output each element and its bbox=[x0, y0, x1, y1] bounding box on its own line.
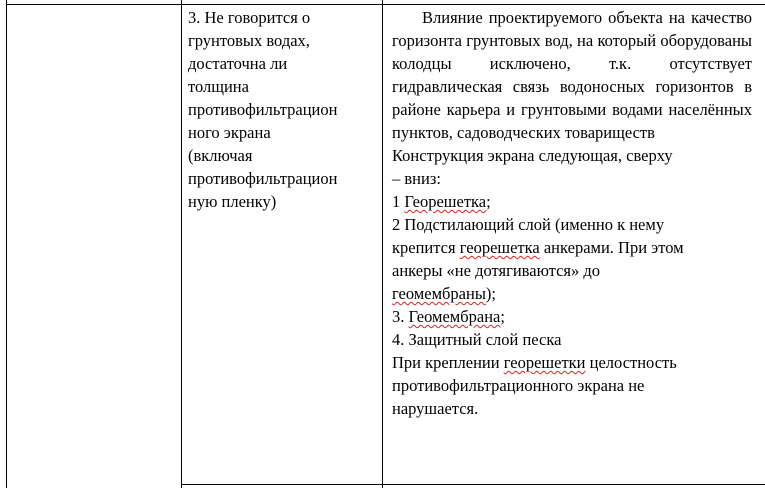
layer-item-3-punct: ; bbox=[500, 307, 505, 326]
layer-item-2-text: крепится bbox=[392, 238, 460, 257]
layer-item-1-name: Георешетка bbox=[404, 192, 487, 211]
question-line: противофильтрацион bbox=[188, 169, 338, 188]
closing-text-post: целостность bbox=[585, 353, 677, 372]
layer-item-3 bbox=[392, 305, 752, 328]
question-line: ную пленку) bbox=[188, 192, 277, 211]
question-line: толщина bbox=[188, 77, 249, 96]
question-line: ного экрана bbox=[188, 123, 271, 142]
layer-item-2-cont bbox=[392, 236, 752, 259]
closing-statement bbox=[392, 351, 752, 374]
table-cell-question bbox=[188, 6, 378, 213]
layer-item-2-word: георешетка bbox=[459, 238, 540, 257]
table-row-top-border bbox=[6, 4, 765, 5]
spellcheck-underline-fragment bbox=[497, 0, 617, 2]
layer-item-2-cont bbox=[392, 282, 752, 305]
question-line: противофильтрацион bbox=[188, 100, 338, 119]
layer-item-1 bbox=[392, 190, 752, 213]
closing-statement-cont: нарушается. bbox=[392, 399, 479, 418]
layer-item-3-number: 3. bbox=[392, 307, 409, 326]
layer-item-1-punct: ; bbox=[486, 192, 491, 211]
question-line: грунтовых водах, bbox=[188, 31, 310, 50]
table-col-divider-2 bbox=[382, 0, 383, 488]
layer-item-2-word: геомембраны bbox=[392, 284, 486, 303]
closing-statement-cont: противофильтрационного экрана не bbox=[392, 376, 645, 395]
closing-text: При креплении bbox=[392, 353, 504, 372]
layer-item-3-name: Геомембрана bbox=[408, 307, 501, 326]
layer-item-2-text-post: анкерами. При этом bbox=[539, 238, 684, 257]
table-cell-answer bbox=[392, 6, 752, 420]
construction-intro-cont: – вниз: bbox=[392, 169, 441, 188]
closing-word: георешетки bbox=[503, 353, 586, 372]
question-line: достаточна ли bbox=[188, 54, 288, 73]
question-line: (включая bbox=[188, 146, 253, 165]
construction-intro: Конструкция экрана следующая, сверху bbox=[392, 146, 673, 165]
layer-item-2-punct: ); bbox=[485, 284, 496, 303]
question-line: 3. Не говорится о bbox=[188, 8, 311, 27]
table-left-border bbox=[6, 0, 7, 488]
table-row-bottom-border bbox=[181, 484, 765, 485]
layer-item-4: 4. Защитный слой песка bbox=[392, 330, 562, 349]
layer-item-1-number: 1 bbox=[392, 192, 405, 211]
layer-item-2: 2 Подстилающий слой (именно к нему bbox=[392, 215, 665, 234]
table-col-divider-1 bbox=[181, 0, 182, 488]
answer-paragraph-influence: Влияние проектируемого объекта на качество горизонта грунтовых вод, на который оборудованы колодцы исключено, т.к. отсутствует гидравлическая связь водоносных горизонтов в районе карьера и грунтовыми водами населённых пунктов, садоводческих товариществ bbox=[392, 8, 752, 142]
layer-item-2-cont: анкеры «не дотягиваются» до bbox=[392, 261, 601, 280]
